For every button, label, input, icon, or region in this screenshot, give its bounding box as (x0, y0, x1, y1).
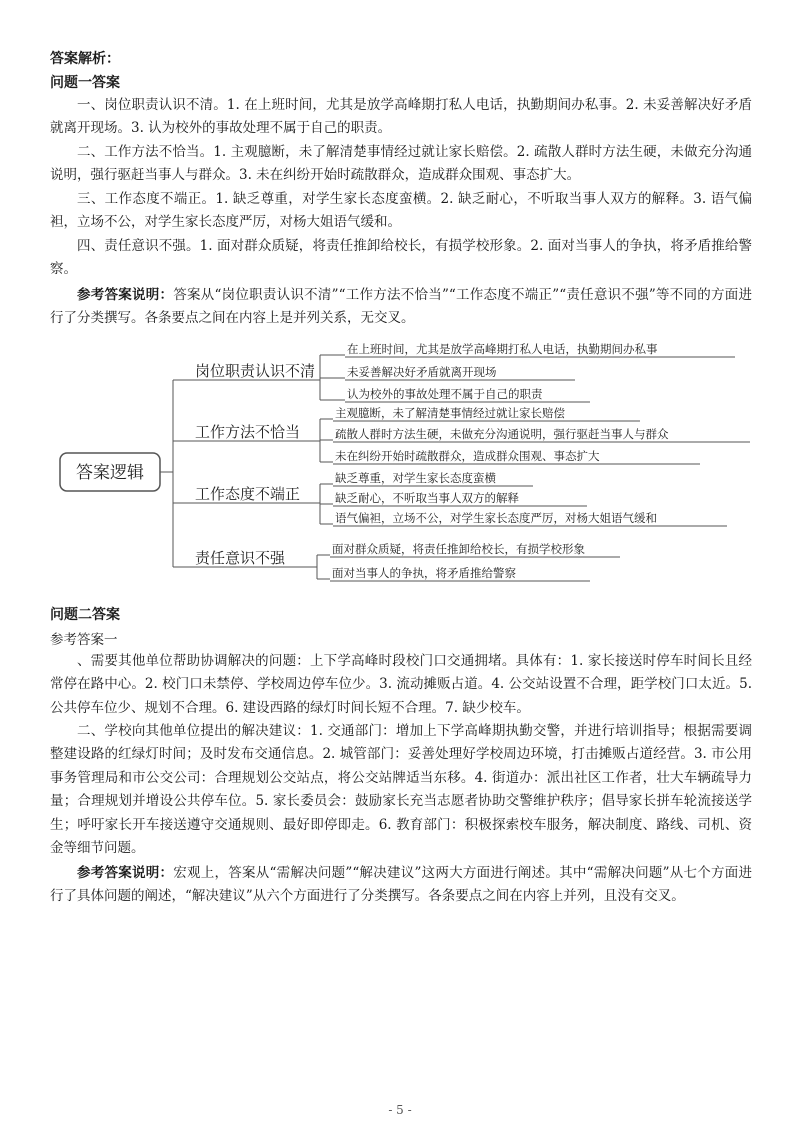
mindmap-item-2-3: 未在纠纷开始时疏散群众，造成群众围观、事态扩大 (335, 449, 600, 463)
mindmap-bracket-2 (310, 419, 333, 462)
mindmap-item-2-1: 主观臆断，未了解清楚事情经过就让家长赔偿 (335, 406, 565, 420)
q1-note-label: 参考答案说明： (77, 287, 174, 303)
mindmap-bracket-3 (310, 484, 333, 524)
mindmap-branch-3: 工作态度不端正 (195, 485, 301, 503)
q1-note (50, 284, 752, 331)
mindmap-branch-2: 工作方法不恰当 (195, 423, 301, 441)
page-number: - 5 - (388, 1103, 412, 1117)
q2-paragraph-1: 、需要其他单位帮助协调解决的问题：上下学高峰时段校门口交通拥堵。具体有：1. 家长接送时停车时间长且经常停在路中心。2. 校门口未禁停、学校周边停车位少。3. 流动摊贩占道。4. 公交站设置不合理，距学校门口太近。5. 公共停车位少、规划不合理。6. 建设西路的绿灯时间长短不合理。7. 缺少校车。 (50, 653, 752, 716)
q1-heading: 问题一答案 (50, 75, 120, 91)
mindmap-item-1-3: 认为校外的事故处理不属于自己的职责 (347, 387, 543, 401)
mindmap-item-1-1: 在上班时间，尤其是放学高峰期打私人电话，执勤期间办私事 (347, 342, 658, 356)
mindmap-item-3-3: 语气偏袒，立场不公，对学生家长态度严厉，对杨大姐语气缓和 (335, 511, 657, 525)
mindmap-item-4-2: 面对当事人的争执，将矛盾推给警察 (332, 566, 516, 580)
answer-logic-mindmap (55, 336, 755, 586)
q2-heading: 问题二答案 (50, 607, 120, 623)
mindmap-branch-lines (187, 380, 310, 567)
q1-paragraph-4: 四、责任意识不强。1. 面对群众质疑，将责任推卸给校长，有损学校形象。2. 面对当事人的争执，将矛盾推给警察。 (50, 238, 752, 278)
mindmap-item-1-2: 未妥善解决好矛盾就离开现场 (347, 365, 497, 379)
mindmap-branch-4: 责任意识不强 (195, 549, 286, 567)
q2-paragraph-2: 二、学校向其他单位提出的解决建议：1. 交通部门：增加上下学高峰期执勤交警，并进行培训指导；根据需要调整建设路的红绿灯时间；及时发布交通信息。2. 城管部门：妥善处理好学校周边环境，打击摊贩占道经营。3. 市公用事务管理局和市公交公司：合理规划公交站点，将公交站牌适当东移。4. 街道办：派出社区工作者，壮大车辆疏导力量；合理规划并增设公共停车位。5. 家长委员会：鼓励家长充当志愿者协助交警维护秩序；倡导家长拼车轮流接送学生；呼吁家长开车接送遵守交通规则、最好即停即走。6. 教育部门：积极探索校车服务，解决制度、路线、司机、资金等细节问题。 (50, 723, 752, 857)
q1-paragraph-1: 一、岗位职责认识不清。1. 在上班时间，尤其是放学高峰期打私人电话，执勤期间办私事。2. 未妥善解决好矛盾就离开现场。3. 认为校外的事故处理不属于自己的职责。 (50, 97, 752, 137)
q1-paragraph-2: 二、工作方法不恰当。1. 主观臆断，未了解清楚事情经过就让家长赔偿。2. 疏散人群时方法生硬，未做充分沟通说明，强行驱赶当事人与群众。3. 未在纠纷开始时疏散群众，造成群众围观、事态扩大。 (50, 144, 752, 184)
q2-note (50, 862, 752, 909)
mindmap-bracket-1 (310, 355, 345, 400)
mindmap-item-3-2: 缺乏耐心，不听取当事人双方的解释 (335, 491, 519, 505)
section-title: 答案解析： (50, 51, 120, 67)
q2-note-label: 参考答案说明： (77, 865, 174, 881)
mindmap-item-4-1: 面对群众质疑，将责任推卸给校长，有损学校形象 (332, 542, 585, 556)
q2-note-text: 宏观上，答案从“需解决问题”“解决建议”这两大方面进行阐述。其中“需解决问题”从七个方面进行了具体问题的阐述，“解决建议”从六个方面进行了分类撰写。各条要点之间在内容上并列，且没有交叉。 (50, 865, 752, 905)
mindmap-item-3-1: 缺乏尊重，对学生家长态度蛮横 (335, 471, 496, 485)
mindmap-root: 答案逻辑 (76, 463, 144, 483)
mindmap-branch-1: 岗位职责认识不清 (195, 362, 316, 380)
mindmap-item-2-2: 疏散人群时方法生硬，未做充分沟通说明，强行驱赶当事人与群众 (335, 427, 669, 441)
q2-sub-heading: 参考答案一 (50, 632, 118, 648)
mindmap-trunk (160, 380, 187, 567)
mindmap-bracket-4 (310, 555, 330, 579)
q1-note-text: 答案从“岗位职责认识不清”“工作方法不恰当”“工作态度不端正”“责任意识不强”等不同的方面进行了分类撰写。各条要点之间在内容上是并列关系，无交叉。 (50, 287, 753, 327)
q1-paragraph-3: 三、工作态度不端正。1. 缺乏尊重，对学生家长态度蛮横。2. 缺乏耐心，不听取当事人双方的解释。3. 语气偏袒，立场不公，对学生家长态度严厉，对杨大姐语气缓和。 (50, 191, 752, 231)
